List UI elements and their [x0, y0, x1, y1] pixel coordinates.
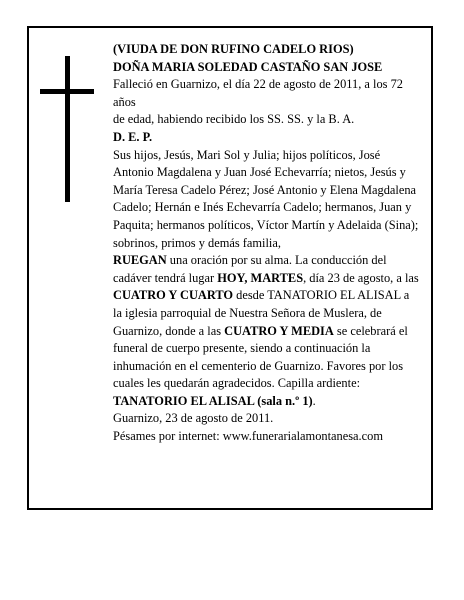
request-text-1: una oración por su alma. La conducción del cadáver tendrá lugar: [113, 253, 387, 285]
obituary-text: [113, 41, 419, 446]
departure-time: CUATRO Y CUARTO: [113, 288, 234, 303]
chapel-location: TANATORIO EL ALISAL (sala n.º 1): [113, 393, 313, 408]
request-text-5: .: [312, 393, 316, 408]
deceased-name: DOÑA MARIA SOLEDAD CASTAÑO SAN JOSE: [113, 59, 383, 74]
request-text-4: se celebrará el funeral de cuerpo presente, siendo a continuación la inhumación en el cementerio de Guarnizo. Favores por los cuales les quedarán agradecidos. Capilla ardiente:: [113, 323, 408, 391]
widow-of-line: (VIUDA DE DON RUFINO CADELO RIOS): [113, 42, 354, 56]
death-line: Falleció en Guarnizo, el día 22 de agosto de 2011, a los 72 años: [113, 77, 403, 109]
sacraments-line: de edad, habiendo recibido los SS. SS. y la B. A.: [113, 112, 355, 127]
request-paragraph: [113, 252, 419, 410]
condolences-line: Pésames por internet: www.funerarialamontanesa.com: [113, 429, 383, 444]
request-text-3: desde TANATORIO EL ALISAL a la iglesia parroquial de Nuestra Señora de Muslera, de Guarnizo, donde a las: [113, 288, 410, 338]
obituary-notice: [27, 26, 433, 510]
dep-line: D. E. P.: [113, 129, 153, 144]
place-date-line: Guarnizo, 23 de agosto de 2011.: [113, 411, 274, 426]
request-text-2: , día 23 de agosto, a las: [303, 270, 419, 285]
funeral-time: CUATRO Y MEDIA: [224, 323, 334, 338]
cross-icon: [40, 56, 94, 202]
funeral-day: HOY, MARTES: [217, 270, 304, 285]
ruegan-text: RUEGAN: [113, 253, 167, 268]
family-paragraph: Sus hijos, Jesús, Mari Sol y Julia; hijos políticos, José Antonio Magdalena y Juan José Echevarría; nietos, Jesús y María Teresa Cadelo Pérez; José Antonio y Elena Magdalena Cadelo; Hernán e Inés Echevarría Cadelo; hermanos, Juan y Paquita; hermanos políticos, Víctor Martín y Adelaida (Sina); sobrinos, primos y demás familia,: [113, 147, 419, 250]
